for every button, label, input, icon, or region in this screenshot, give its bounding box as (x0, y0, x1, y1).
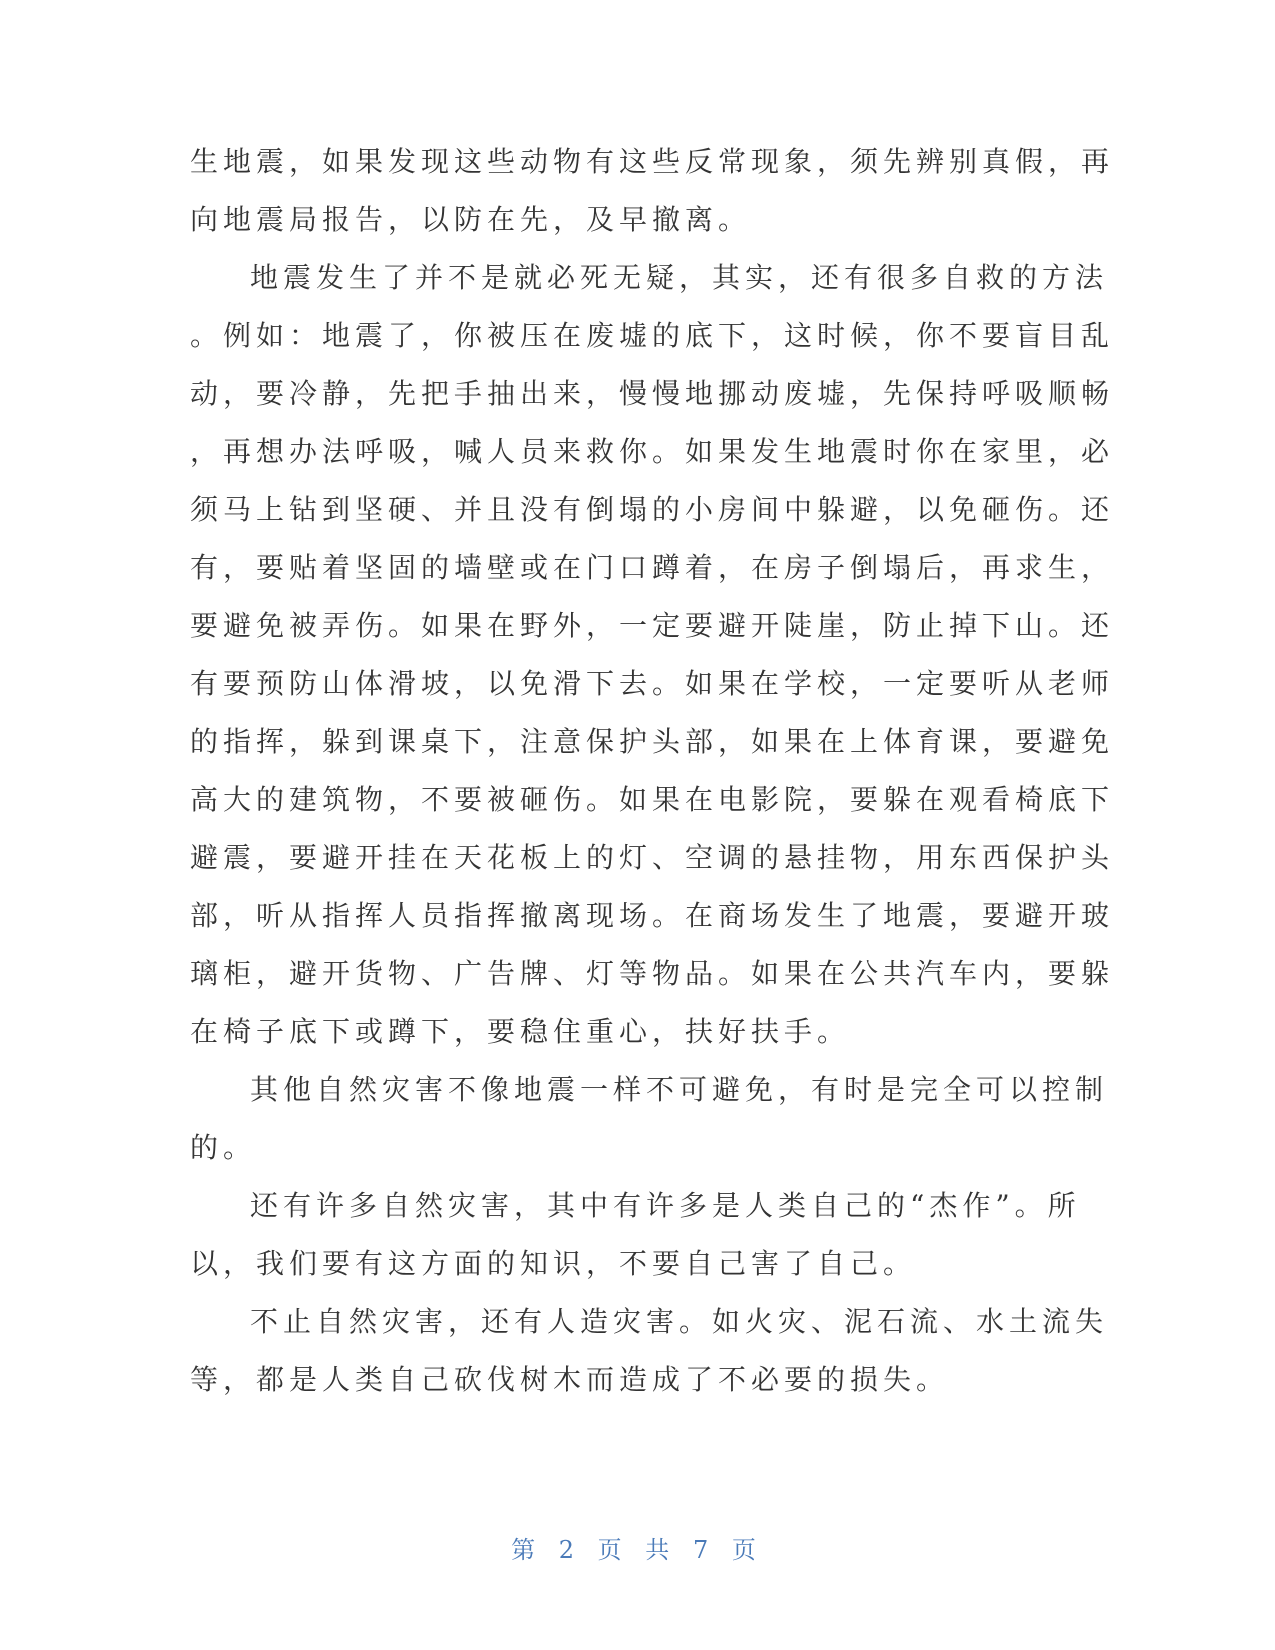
text-line: 等，都是人类自己砍伐树木而造成了不必要的损失。 (190, 1363, 950, 1396)
text-line: 的。 (190, 1131, 257, 1164)
text-line: 。例如：地震了，你被压在废墟的底下，这时候，你不要盲目乱 (190, 319, 1115, 352)
text-line: 地震发生了并不是就必死无疑，其实，还有很多自救的方法 (250, 261, 1109, 294)
text-line: 要避免被弄伤。如果在野外，一定要避开陡崖，防止掉下山。还 (190, 609, 1115, 642)
text-line: 不止自然灾害，还有人造灾害。如火灾、泥石流、水土流失 (250, 1305, 1109, 1338)
text-line: 避震，要避开挂在天花板上的灯、空调的悬挂物，用东西保护头 (190, 841, 1115, 874)
text-line: 须马上钻到坚硬、并且没有倒塌的小房间中躲避，以免砸伤。还 (190, 493, 1115, 526)
text-line: 动，要冷静，先把手抽出来，慢慢地挪动废墟，先保持呼吸顺畅 (190, 377, 1115, 410)
text-line: ，再想办法呼吸，喊人员来救你。如果发生地震时你在家里，必 (190, 435, 1115, 468)
text-line: 还有许多自然灾害，其中有许多是人类自己的“杰作”。所 (250, 1189, 1081, 1222)
text-line: 向地震局报告，以防在先，及早撤离。 (190, 203, 752, 236)
text-line: 璃柜，避开货物、广告牌、灯等物品。如果在公共汽车内，要躲 (190, 957, 1115, 990)
text-line: 在椅子底下或蹲下，要稳住重心，扶好扶手。 (190, 1015, 851, 1048)
text-line: 生地震，如果发现这些动物有这些反常现象，须先辨别真假，再 (190, 145, 1115, 178)
text-line: 其他自然灾害不像地震一样不可避免，有时是完全可以控制 (250, 1073, 1109, 1106)
text-line: 有，要贴着坚固的墙壁或在门口蹲着，在房子倒塌后，再求生， (190, 551, 1115, 584)
text-line: 部，听从指挥人员指挥撤离现场。在商场发生了地震，要避开玻 (190, 899, 1115, 932)
text-line: 以，我们要有这方面的知识，不要自己害了自己。 (190, 1247, 917, 1280)
text-line: 高大的建筑物，不要被砸伤。如果在电影院，要躲在观看椅底下 (190, 783, 1115, 816)
page-number-footer: 第 2 页 共 7 页 (511, 1536, 764, 1564)
text-line: 的指挥，躲到课桌下，注意保护头部，如果在上体育课，要避免 (190, 725, 1115, 758)
text-line: 有要预防山体滑坡，以免滑下去。如果在学校，一定要听从老师 (190, 667, 1115, 700)
